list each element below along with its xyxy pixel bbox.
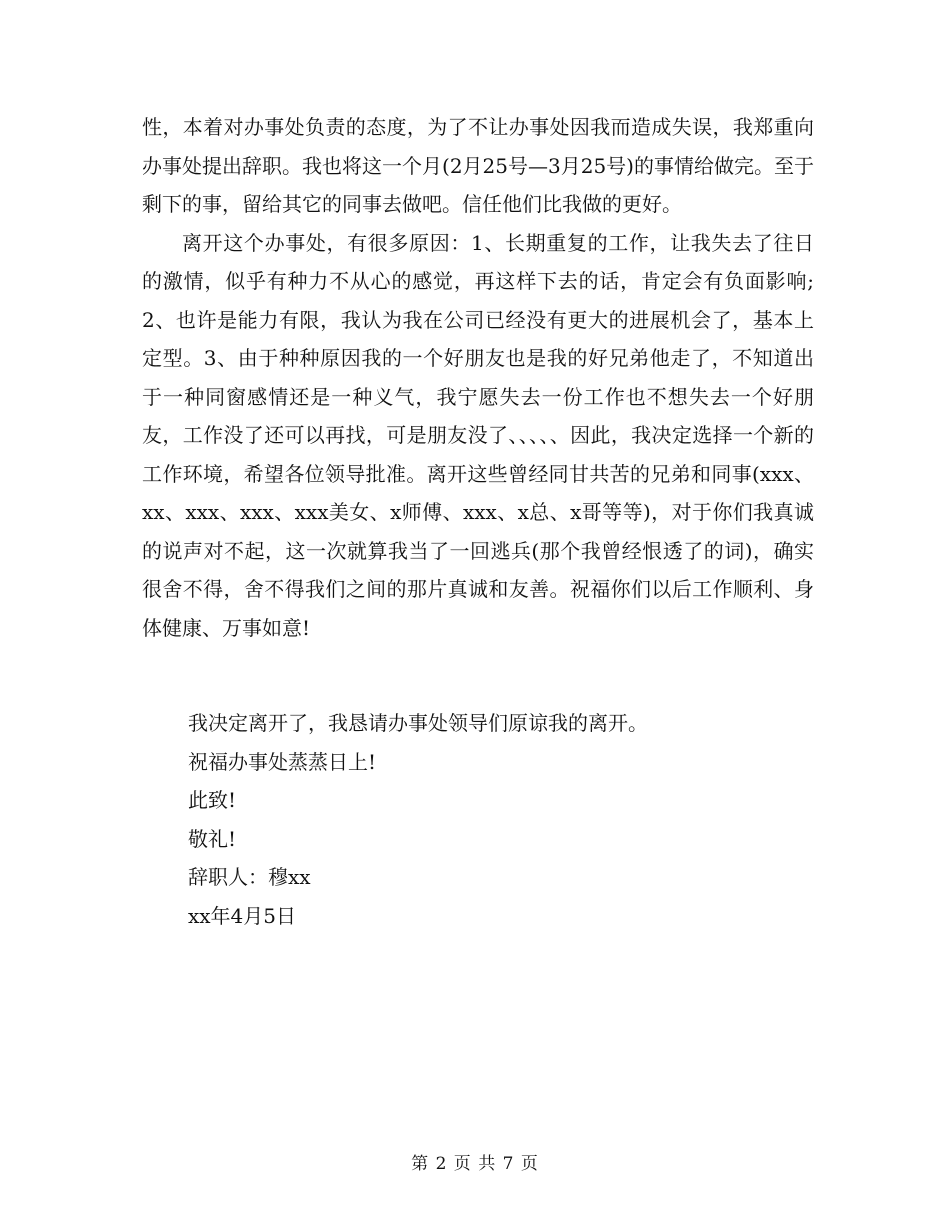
closing-regards: 敬礼! <box>188 826 237 851</box>
signature-line: 辞职人：穆xx <box>188 865 311 889</box>
page-footer <box>0 1152 950 1176</box>
paragraph-continuation: 性，本着对办事处负责的态度，为了不让办事处因我而造成失误，我郑重向办事处提出辞职。我也将这一个月(2月25号—3月25号)的事情给做完。至于剩下的事，留给其它的同事去做吧。信任他们比我做的更好。 <box>142 115 814 216</box>
date-line: xx年4月5日 <box>188 903 297 928</box>
letter-closing <box>188 704 648 935</box>
paragraph-reasons: 离开这个办事处，有很多原因：1、长期重复的工作，让我失去了往日的激情，似乎有种力不从心的感觉，再这样下去的话，肯定会有负面影响;2、也许是能力有限，我认为我在公司已经没有更大的进展机会了，基本上定型。3、由于种种原因我的一个好朋友也是我的好兄弟他走了，不知道出于一种同窗感情还是一种义气，我宁愿失去一份工作也不想失去一个好朋友，工作没了还可以再找，可是朋友没了、、、、、因此，我决定选择一个新的工作环境，希望各位领导批准。离开这些曾经同甘共苦的兄弟和同事(xxx、xx、xxx、xxx、xxx美女、x师傅、xxx、x总、x哥等等)，对于你们我真诚的说声对不起，这一次就算我当了一回逃兵(那个我曾经恨透了的词)，确实很舍不得，舍不得我们之间的那片真诚和友善。祝福你们以后工作顺利、身体健康、万事如意! <box>142 230 814 640</box>
letter-body <box>142 108 814 647</box>
closing-decision-line: 我决定离开了，我恳请办事处领导们原谅我的离开。 <box>188 711 648 735</box>
closing-blessing-line: 祝福办事处蒸蒸日上! <box>188 749 377 774</box>
page-number: 第 2 页 共 7 页 <box>411 1154 539 1174</box>
closing-salutation: 此致! <box>188 788 237 812</box>
